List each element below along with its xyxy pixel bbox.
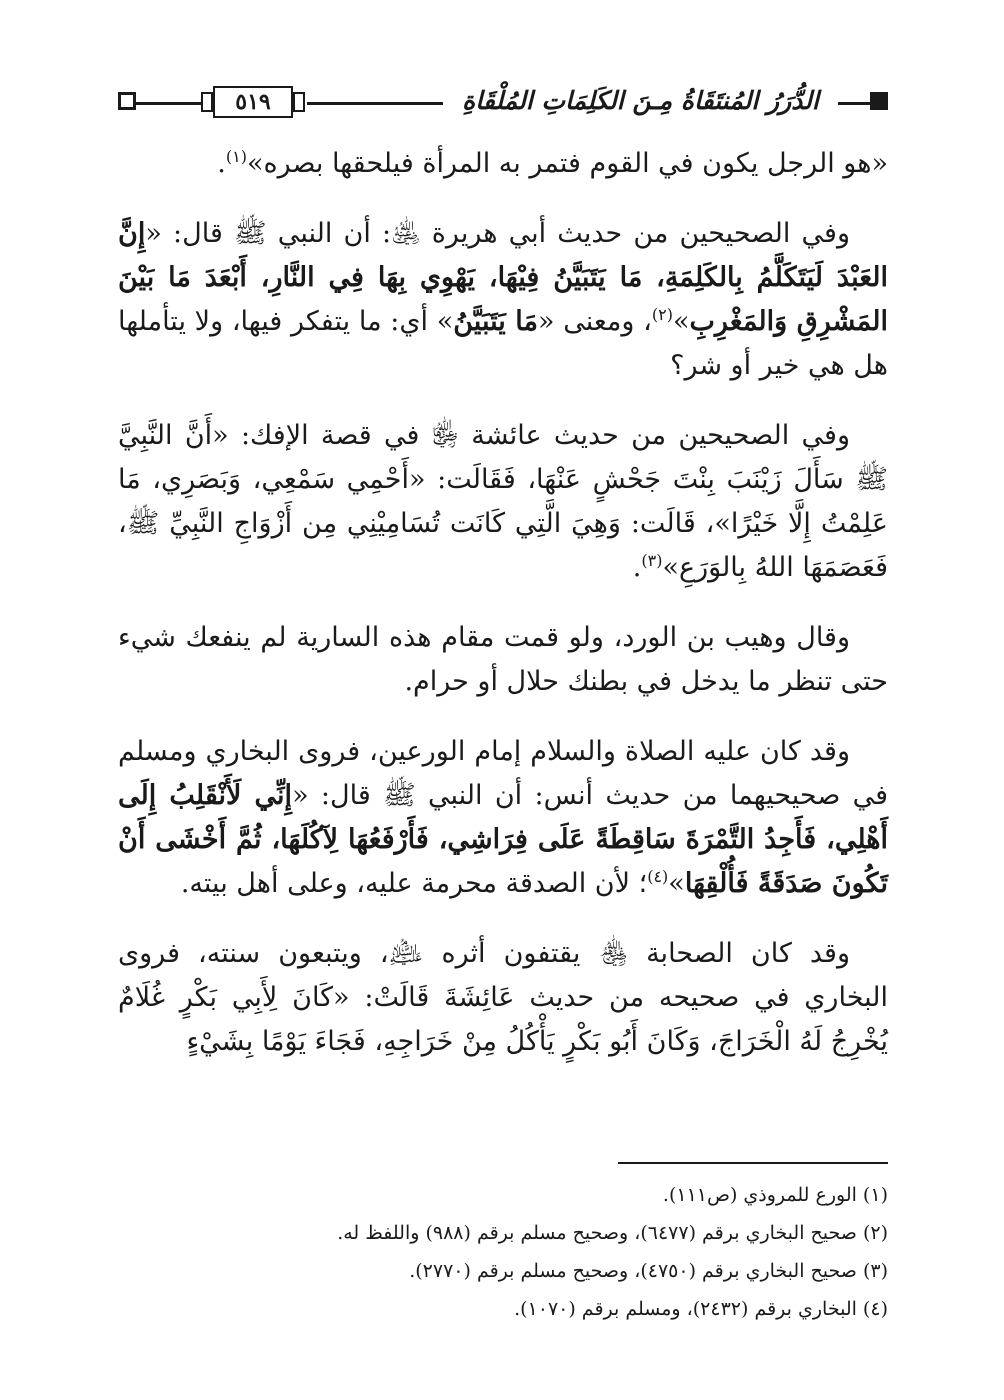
paragraph-text: ؛ لأن الصدقة محرمة عليه، وعلى أهل بيته. (180, 868, 648, 899)
page-number-frame (213, 86, 293, 118)
header-rule-right (838, 102, 870, 105)
paragraph-text: وفي الصحيحين من حديث أبي هريرة ﵁: أن النبي ﷺ قال: « (145, 218, 850, 249)
page-body (118, 142, 888, 1090)
hadith-text: مَا يَتَبَيَّنُ (453, 306, 538, 337)
paragraph-text: وقد كان الصحابة ﵃ يقتفون أثره ﵇، ويتبعون سنته، فروى البخاري في صحيحه من حديث عَائِشَةَ قَالَتْ: «كَانَ لِأَبِي بَكْرٍ غُلَامٌ يُخْرِجُ لَهُ الْخَرَاجَ، وَكَانَ أَبُو بَكْرٍ يَأْكُلُ مِنْ خَرَاجِهِ، فَجَاءَ يَوْمًا بِشَيْءٍ (118, 938, 888, 1057)
paragraph-p5 (118, 730, 888, 906)
paragraph-p6 (118, 932, 888, 1064)
footnote-item: (٢) صحيح البخاري برقم (٦٤٧٧)، وصحيح مسلم برقم (٩٨٨) واللفظ له. (337, 1222, 888, 1244)
paragraph-text: » (668, 868, 685, 899)
page-header (118, 84, 888, 124)
paragraph-text: ، ومعنى « (538, 306, 652, 337)
paragraph-text: . (217, 148, 226, 179)
book-page (118, 84, 888, 1344)
paragraph-text: «هو الرجل يكون في القوم فتمر به المرأة فيلحقها بصره» (246, 148, 888, 179)
page-number: ٥١٩ (235, 89, 271, 115)
footnote-marker[interactable]: (٢) (651, 305, 673, 324)
paragraph-text: وقد كان عليه الصلاة والسلام إمام الورعين، فروى البخاري ومسلم في صحيحيهما من حديث أنس: أن النبي ﷺ قال: « (118, 736, 889, 811)
paragraph-text: وفي الصحيحين من حديث عائشة ﵂ في قصة الإفك: «أَنَّ النَّبِيَّ ﷺ سَأَلَ زَيْنَبَ بِنْتَ جَحْشٍ عَنْهَا، فَقَالَت: «أَحْمِي سَمْعِي، وَبَصَرِي، مَا عَلِمْتُ إِلَّا خَيْرًا»، قَالَت: وَهِيَ الَّتِي كَانَت تُسَامِيْنِي مِن أَزْوَاجِ النَّبِيِّ ﷺ، فَعَصَمَهَا اللهُ بِالوَرَعِ» (118, 420, 888, 583)
footnotes (118, 1176, 888, 1328)
footnote-item: (٤) البخاري برقم (٢٤٣٢)، ومسلم برقم (١٠٧٠). (514, 1298, 888, 1320)
header-open-square-ornament (118, 92, 136, 110)
paragraph-text: » أي: ما يتفكر فيها، ولا يتأملها هل هي خير أو شر؟ (118, 306, 888, 381)
footnote-item: (١) الورع للمروذي (ص١١١). (662, 1184, 888, 1206)
footnote-marker[interactable]: (٤) (647, 867, 669, 886)
running-title: الدُّرَرُ المُنتَقَاةُ مِـنَ الكَلِمَاتِ المُلْقَاةِ (443, 86, 838, 115)
paragraph-p1 (118, 142, 888, 186)
footnote-separator (618, 1162, 888, 1164)
footnote-marker[interactable]: (١) (225, 147, 247, 166)
footnote-item: (٣) صحيح البخاري برقم (٤٧٥٠)، وصحيح مسلم برقم (٢٧٧٠). (409, 1260, 888, 1282)
paragraph-p3 (118, 414, 888, 590)
header-solid-square-ornament (870, 92, 888, 110)
footnote-marker[interactable]: (٣) (641, 551, 663, 570)
hadith-text: إِنِّي لَأَنْقَلِبُ إِلَى أَهْلِي، فَأَجِدُ التَّمْرَةَ سَاقِطَةً عَلَى فِرَاشِي، فَأَرْفَعُهَا لِآكُلَهَا، ثُمَّ أَخْشَى أَنْ تَكُونَ صَدَقَةً فَأُلْقِهَا (118, 780, 888, 899)
paragraph-p4 (118, 616, 888, 704)
paragraph-text: . (632, 552, 642, 583)
header-rule-middle (307, 102, 443, 105)
paragraph-text: » (672, 306, 690, 337)
paragraph-p2 (118, 212, 888, 388)
hadith-text: إِنَّ العَبْدَ لَيَتَكَلَّمُ بِالكَلِمَةِ، مَا يَتَبَيَّنُ فِيْهَا، يَهْوِي بِهَا فِي النَّارِ، أَبْعَدَ مَا بَيْنَ المَشْرِقِ وَالمَغْرِبِ (118, 218, 889, 337)
paragraph-text: وقال وهيب بن الورد، ولو قمت مقام هذه السارية لم ينفعك شيء حتى تنظر ما يدخل في بطنك حلال أو حرام. (118, 622, 888, 697)
